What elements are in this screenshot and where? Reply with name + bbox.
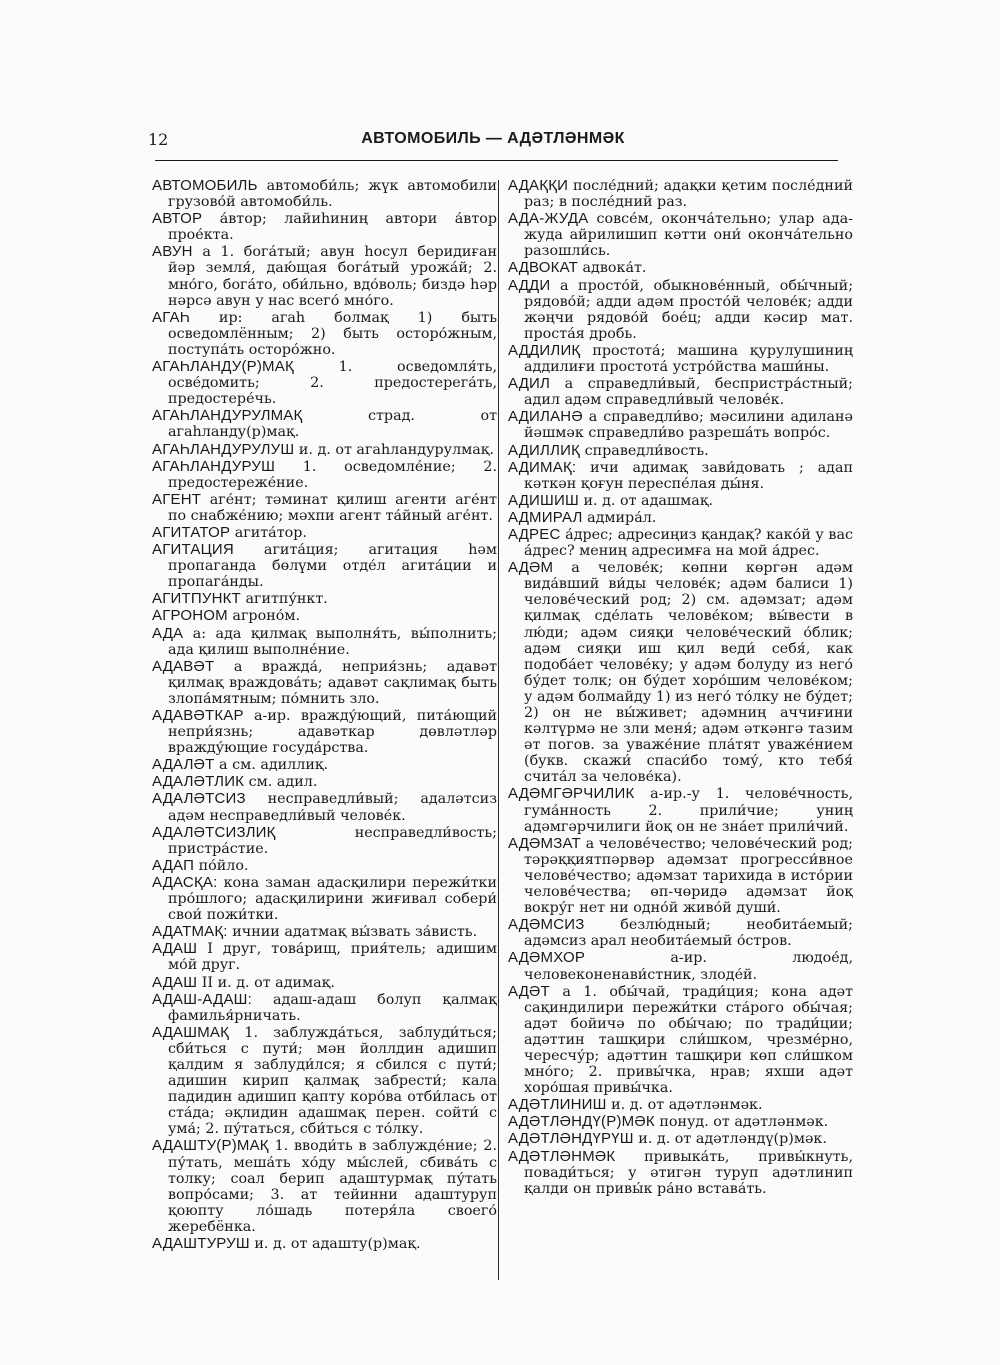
dictionary-entry xyxy=(152,992,497,1024)
entry-definition: агита́ция; агитация һәм пропаганда бөлүми отде́л агита́ции и пропага́нды. xyxy=(168,542,497,591)
entry-headword: АДАВӘТКАР xyxy=(152,707,244,724)
running-head: АВТОМОБИЛЬ — АДӘТЛӘНМӘК xyxy=(361,130,625,147)
entry-headword: АДӘТЛӘНДҮ(Р)МӘК xyxy=(508,1113,655,1131)
entry-definition: а просто́й, обыкнове́нный, обы́чный; рядово́й; адди адәм просто́й челове́к; адди жәңчи рядово́й бое́ц; адди кәсир мат. проста́я дробь. xyxy=(524,277,853,342)
entry-definition: и. д. от агаһландурулмақ. xyxy=(298,441,495,458)
dictionary-entry xyxy=(152,708,497,756)
entry-definition: II и. д. от адимақ. xyxy=(201,974,335,991)
dictionary-entry xyxy=(508,178,853,210)
dictionary-entry xyxy=(508,917,853,949)
entry-headword: АДАЛӘТСИЗ xyxy=(152,790,246,808)
entry-headword: АДАШТУ(Р)МАҚ xyxy=(152,1137,269,1155)
dictionary-entry xyxy=(508,278,853,342)
dictionary-entry xyxy=(152,459,497,491)
dictionary-entry xyxy=(152,941,497,973)
entry-definition: а челове́чество; челове́ческий род; тәрәққиятпәрвәр адәмзат прогресси́вное челове́чество; адәмзат тарихида в исто́рии челове́чества; өп-чөридә адәмзат йоқ вокру́г нет ни одно́й живо́й души́. xyxy=(524,835,853,917)
entry-headword: АВТОМОБИЛЬ xyxy=(152,178,258,194)
dictionary-entry xyxy=(508,950,853,982)
entry-headword: АДАШМАҚ xyxy=(152,1023,230,1041)
entry-definition: адвока́т. xyxy=(582,260,647,277)
dictionary-entry xyxy=(152,442,497,458)
entry-definition: а 1. бога́тый; авун һосул беридиған йәр земля́, даю́щая бога́тый урожа́й; 2. мно́го, бога́то, оби́льно, вдо́воль; биздә һәр нәрсә авун у нас всего́ мно́го. xyxy=(168,244,497,309)
entry-headword: АДМИРАЛ xyxy=(508,508,583,526)
entry-definition: несправедли́вость; пристра́стие. xyxy=(168,824,497,857)
entry-headword: АДӘТЛӘНМӘК xyxy=(508,1147,616,1165)
entry-headword: АДДИ xyxy=(508,276,551,294)
entry-headword: АДА xyxy=(152,624,184,642)
entry-headword: АДВОКАТ xyxy=(508,259,578,277)
entry-definition: простота́; машина қурулушиниң аддилиғи простота́ устро́йства маши́ны. xyxy=(524,342,853,376)
page-header xyxy=(148,128,838,156)
entry-definition: агита́тор. xyxy=(234,524,307,541)
dictionary-entry xyxy=(508,560,853,785)
dictionary-entry xyxy=(152,659,497,707)
entry-definition: а-ир.-у 1. челове́чность, гума́нность 2. прили́чие; униң адәмгәрчилиги йоқ он не зна́ет прили́чий. xyxy=(524,786,853,835)
entry-definition: безлю́дный; необита́емый; адәмсиз арал необита́емый о́стров. xyxy=(524,917,853,950)
entry-headword: АГАҺЛАНДУРУЛМАҚ xyxy=(152,407,303,425)
entry-headword: АДАЛӘТСИЗЛИҚ xyxy=(152,823,276,841)
entry-headword: АДӘМСИЗ xyxy=(508,916,585,934)
entry-definition: и. д. от адәтләнмәк. xyxy=(611,1097,763,1114)
dictionary-entry xyxy=(508,1149,853,1197)
dictionary-entry xyxy=(508,409,853,441)
entry-definition: а вражда́, неприя́знь; адавәт қилмақ враждова́ть; адавәт сақлимақ быть злопа́мятным; по́мнить зло. xyxy=(168,658,497,707)
entry-headword: АДИЛАНӘ xyxy=(508,408,583,426)
dictionary-entry xyxy=(152,875,497,923)
entry-definition: по́йло. xyxy=(198,857,249,874)
entry-definition: а́дрес; адресиңиз қандақ? како́й у вас а́дрес? мениң адресимға на мой а́дрес. xyxy=(524,526,853,560)
entry-headword: АДАСҚА: xyxy=(152,873,218,891)
dictionary-entry xyxy=(152,1025,497,1138)
dictionary-entry xyxy=(152,542,497,590)
entry-headword: АГИТПУНКТ xyxy=(152,590,241,608)
dictionary-entry xyxy=(508,510,853,526)
entry-headword: АДӘТ xyxy=(508,982,550,1000)
entry-definition: а челове́к; көпни көргән адәм вида́вший ви́ды челове́к; адәм балиси 1) челове́ческий род; 2) см. адәмзат; адәм қилмақ сде́лать челове́ком; вы́вести в лю́ди; адәм сияқи челове́ческий о́блик; адәм сияқи иш қил веди́ себя́, как подоба́ет челове́ку; у адәм болуду из него́ бу́дет толк; он бу́дет хоро́шим челове́ком; у адәм болмайду 1) из него́ то́лку не бу́дет; 2) он не вы́живет; адәмниң аччиғини кәлтүрмә не зли меня́; адәм әткәнгә тазим әт погов. за уваже́ние пла́тят уваже́нием (букв. скажи́ спаси́бо тому́, кто тебя́ счита́л за челове́ка). xyxy=(524,560,853,786)
dictionary-entry xyxy=(508,984,853,1097)
entry-headword: АДДИЛИҚ xyxy=(508,341,581,359)
entry-headword: АДАШ xyxy=(152,973,198,991)
entry-headword: АГАҺ xyxy=(152,308,190,326)
entry-definition: а справедли́во; мәсилини адиланә йәшмәк справедли́во разреша́ть вопро́с. xyxy=(524,409,853,442)
dictionary-entry xyxy=(152,1236,497,1252)
entry-headword: АДӘТЛИНИШ xyxy=(508,1096,607,1114)
dictionary-entry xyxy=(508,1114,853,1130)
entry-definition: а см. адиллиқ. xyxy=(219,757,329,774)
entry-definition: и. д. от адашту(р)мақ. xyxy=(254,1236,421,1252)
dictionary-entry xyxy=(508,786,853,834)
dictionary-entry xyxy=(152,492,497,524)
entry-headword: АДАШ-АДАШ: xyxy=(152,990,252,1008)
dictionary-entry xyxy=(508,376,853,408)
entry-definition: несправедли́вый; адаләтсиз адәм несправедли́вый челове́к. xyxy=(168,791,497,824)
dictionary-entry xyxy=(152,310,497,358)
dictionary-entry xyxy=(508,460,853,492)
entry-definition: справедли́вость. xyxy=(584,442,709,459)
dictionary-entry xyxy=(152,211,497,243)
entry-headword: АДИЛ xyxy=(508,375,551,393)
dictionary-entry xyxy=(508,1097,853,1113)
entry-definition: см. адил. xyxy=(248,774,318,791)
dictionary-entry xyxy=(152,525,497,541)
entry-definition: а́втор; лайиһиниң автори а́втор прое́кта. xyxy=(168,211,497,244)
entry-definition: адмира́л. xyxy=(587,509,657,526)
dictionary-entry xyxy=(152,244,497,308)
dictionary-entry xyxy=(152,858,497,874)
entry-headword: АДАҚҚИ xyxy=(508,178,569,194)
entry-definition: агитпу́нкт. xyxy=(245,591,328,608)
entry-definition: кона заман адасқилири пережи́тки про́шлого; адасқилирини жиғивал собери́ свои́ пожи́тки. xyxy=(168,874,497,924)
dictionary-entry xyxy=(152,774,497,790)
dictionary-entry xyxy=(152,178,497,210)
dictionary-entry xyxy=(508,211,853,259)
entry-definition: и. д. от адәтләндү(р)мәк. xyxy=(638,1131,827,1148)
entry-headword: АДАЛӘТЛИК xyxy=(152,773,245,791)
dictionary-entry xyxy=(152,791,497,823)
entry-definition: аге́нт; тәминат қилиш агенти аге́нт по снабже́нию; мәхпи агент та́йный аге́нт. xyxy=(168,491,497,524)
entry-headword: АВТОР xyxy=(152,210,203,228)
header-rule xyxy=(155,160,838,161)
entry-headword: АДАШ xyxy=(152,940,198,958)
dictionary-entry xyxy=(152,1138,497,1235)
entry-headword: АДАТМАҚ: xyxy=(152,923,228,941)
dictionary-entry xyxy=(508,443,853,459)
dictionary-entry xyxy=(152,626,497,658)
entry-definition: привыка́ть, привы́кнуть, повади́ться; у әтигән туруп адәтлинип қалди он привы́к ра́но встава́ть. xyxy=(524,1148,853,1197)
right-column xyxy=(508,178,853,1305)
entry-headword: АВУН xyxy=(152,243,193,261)
entry-headword: АГЕНТ xyxy=(152,490,202,508)
entry-headword: АДАВӘТ xyxy=(152,657,215,675)
dictionary-entry xyxy=(508,836,853,916)
entry-headword: АДАП xyxy=(152,856,195,874)
entry-headword: АДИМАҚ: xyxy=(508,458,577,476)
dictionary-entry xyxy=(152,825,497,857)
entry-headword: АГАҺЛАНДУРУШ xyxy=(152,457,276,475)
entry-headword: АДӘМХОР xyxy=(508,949,586,967)
dictionary-entry xyxy=(152,975,497,991)
entry-definition: а-ир. людое́д, человеконенави́стник, злоде́й. xyxy=(524,950,853,983)
entry-definition: а-ир. вражду́ющий, пита́ющий непри́язнь; адавәткар дөвләтләр вражду́ющие госуда́рства. xyxy=(168,708,497,757)
dictionary-entry xyxy=(508,343,853,375)
entry-definition: и. д. от адашмақ. xyxy=(583,492,714,509)
entry-definition: 1. заблужда́ться, заблуди́ться; сби́ться с пути́; мән йоллдин адишип қалдим я заблуди́лся; я сбился с пути́; адишин кирип қалмақ забрести́; кала падидин адишип қапту коро́ва отби́лась от ста́да; әқлидин адашмақ перен. сойти́ с ума́; 2. пу́таться, сби́ться с то́лку. xyxy=(168,1024,497,1138)
entry-definition: ичи адимақ зави́довать ; адап кәткән қоғун переспе́лая ды́ня. xyxy=(524,459,853,492)
dictionary-entry xyxy=(152,757,497,773)
entry-definition: а 1. обы́чай, тради́ция; кона адәт сақиндилири пережи́тки ста́рого обы́чая; адәт бойичә по обы́чаю; по тради́ции; адәттин ташқири сли́шком, чрезме́рно, чересчу́р; адәттин ташқири көп сли́шком мно́го; 2. привы́чка, нрав; яхши адәт хоро́шая привы́чка. xyxy=(524,983,853,1097)
entry-headword: АДРЕС xyxy=(508,525,561,543)
entry-headword: АДА-ЖУДА xyxy=(508,210,589,228)
dictionary-entry xyxy=(508,1131,853,1147)
entry-definition: ичнии адатмақ вы́звать за́висть. xyxy=(232,924,478,941)
dictionary-entry xyxy=(508,493,853,509)
entry-definition: адаш-адаш болуп қалмақ фамилья́рничать. xyxy=(168,991,497,1024)
dictionary-entry xyxy=(152,408,497,440)
entry-definition: ир: агаһ болмақ 1) быть осведомлённым; 2) быть осторо́жным, поступа́ть осторо́жно. xyxy=(168,309,497,358)
entry-definition: понуд. от адәтләнмәк. xyxy=(659,1114,829,1131)
entry-headword: АДИЛЛИҚ xyxy=(508,441,581,459)
entry-definition: а: ада қилмақ выполня́ть, вы́полнить; ада қилиш выполне́ние. xyxy=(168,625,497,658)
dictionary-entry xyxy=(152,608,497,624)
entry-definition: а справедли́вый, беспристра́стный; адил адәм справедли́вый челове́к. xyxy=(524,376,853,409)
entry-definition: 1. вводи́ть в заблужде́ние; 2. пу́тать, меша́ть хо́ду мы́слей, сбива́ть с толку; соал берип адаштурмақ пу́тать вопро́сами; 3. ат тейинни адаштуруп қоюпту ло́шадь потеря́ла своего́ жеребёнка. xyxy=(168,1138,497,1235)
dictionary-entry xyxy=(152,359,497,407)
entry-definition: автомоби́ль; жүк автомобили грузово́й автомоби́ль. xyxy=(168,178,497,211)
entry-headword: АГАҺЛАНДУРУЛУШ xyxy=(152,440,295,458)
entry-headword: АДИШИШ xyxy=(508,491,579,509)
entry-headword: АГАҺЛАНДУ(Р)МАҚ xyxy=(152,358,294,376)
entry-headword: АГИТАТОР xyxy=(152,523,231,541)
entry-headword: АДӘТЛӘНДҮРҮШ xyxy=(508,1130,634,1148)
entry-headword: АДӘМ xyxy=(508,559,554,577)
entry-definition: 1. осведомле́ние; 2. предостереже́ние. xyxy=(168,458,497,491)
entry-definition: I друг, това́рищ, прия́тель; адишим мо́й друг. xyxy=(168,941,497,974)
entry-headword: АДАЛӘТ xyxy=(152,756,215,774)
dictionary-entry xyxy=(152,591,497,607)
page-number: 12 xyxy=(148,130,169,149)
entry-headword: АГИТАЦИЯ xyxy=(152,541,234,559)
entry-definition: после́дний; адақки қетим после́дний раз; в после́дний раз. xyxy=(524,178,853,211)
entry-headword: АДӘМЗАТ xyxy=(508,834,581,852)
entry-definition: совсе́м, оконча́тельно; улар ада-жуда айрилишип кәтти они́ оконча́тельно разошли́сь. xyxy=(524,211,853,260)
entry-definition: 1. осведомля́ть, осве́домить; 2. предостерега́ть, предостере́чь. xyxy=(168,359,497,408)
entry-headword: АДӘМГӘРЧИЛИК xyxy=(508,785,635,803)
entry-headword: АДАШТУРУШ xyxy=(152,1235,250,1252)
entry-definition: агроно́м. xyxy=(232,608,300,625)
dictionary-entry xyxy=(152,924,497,940)
dictionary-entry xyxy=(508,260,853,276)
left-column xyxy=(152,178,497,1305)
dictionary-entry xyxy=(508,527,853,559)
column-divider xyxy=(498,180,499,1280)
entry-definition: страд. от агаһланду(р)мақ. xyxy=(168,408,497,441)
entry-headword: АГРОНОМ xyxy=(152,607,228,625)
